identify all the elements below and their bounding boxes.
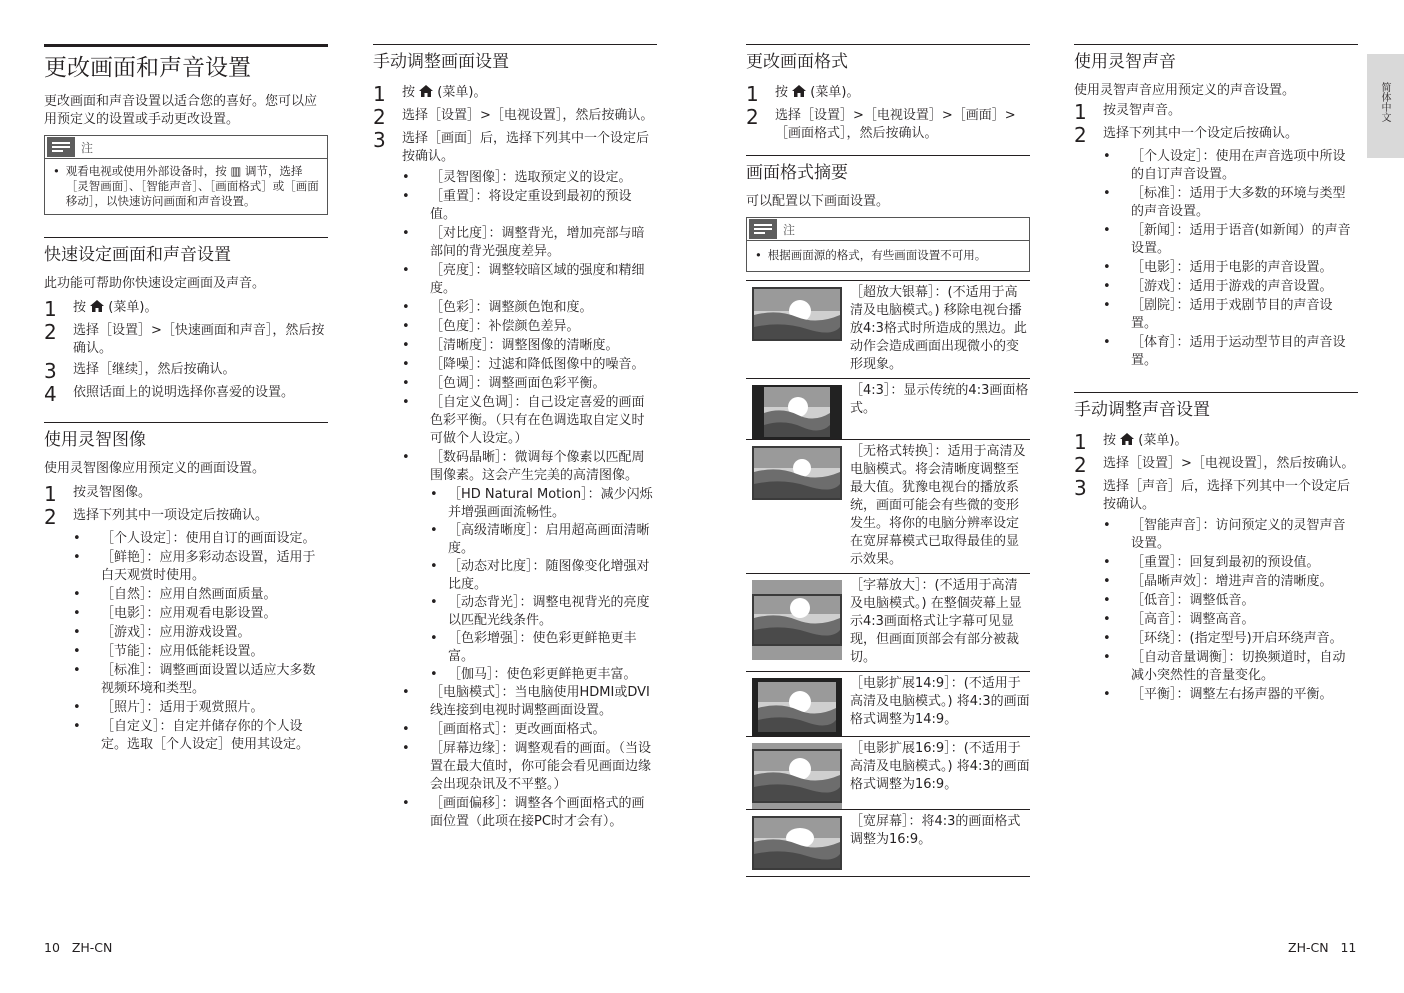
quick-settings-intro: 此功能可帮助你快速设定画面及声音。 (44, 276, 266, 291)
list-item: • ［清晰度］：调整图像的清晰度。 (402, 338, 619, 353)
page-number: 11 (1340, 940, 1357, 955)
list-item: • ［电影］：应用观看电影设置。 (73, 606, 277, 621)
list-item: • ［重置］：回复到最初的预设值。 (1103, 555, 1320, 570)
list-item: • ［标准］：适用于大多数的环境与类型的声音设置。 (1103, 186, 1346, 219)
list-item: • ［环绕］：(指定型号)开启环绕声音。 (1103, 631, 1343, 646)
picture-format-heading: 更改画面格式 (746, 44, 1030, 74)
manual-sound-step-3: 3 选择［声音］后，选择下列其中一个设定后按确认。 (1074, 476, 1351, 512)
smart-picture-intro: 使用灵智图像应用预定义的画面设置。 (44, 461, 266, 476)
format-row (746, 379, 1030, 440)
note-box: 注 • 观看电视或使用外部设备时，按 ▥ 调节，选择［灵智画面］、［智能声音］、［画面格式］或［画面移动］，以快速访问画面和声音设置。 (44, 135, 328, 215)
format-text: ［宽屏幕］：将4:3的画面格式调整为16:9。 (850, 814, 1021, 847)
manual-picture-step-1: 1 按 (菜单)。 (373, 82, 487, 106)
home-icon (1120, 433, 1134, 445)
list-item: • ［节能］：应用低能耗设置。 (73, 644, 264, 659)
format-row (746, 281, 1030, 379)
list-item: • ［鲜艳］：应用多彩动态设置，适用于白天观赏时使用。 (73, 550, 316, 583)
format-text: ［无格式转换］：适用于高清及电脑模式。将会清晰度调整至最大值。犹豫电视台的播放系统，画面可能会有些微的变形发生。将你的电脑分辨率设定在宽屏幕模式已取得最佳的显示效果。 (850, 444, 1026, 567)
language-tab (1367, 54, 1404, 158)
list-item: • ［重置］：将设定重设到最初的预设值。 (402, 189, 632, 222)
list-item: • ［画面偏移］：调整各个画面格式的画面位置（此项在接PC时才会有）。 (402, 796, 645, 829)
picture-format-step-2: 2 选择［设置］>［电视设置］>［画面］>［画面格式］，然后按确认。 (746, 105, 1016, 141)
quick-step-1: 1 按 (菜单)。 (44, 297, 158, 321)
list-item: • ［自然］：应用自然画面质量。 (73, 587, 277, 602)
list-item: • ［色度］：补偿颜色差异。 (402, 319, 580, 334)
footer-left (44, 940, 112, 955)
list-item: • ［数码晶晰］：微调每个像素以匹配周围像素。这会产生完美的高清图像。 (402, 450, 645, 483)
quick-step-4: 4 依照话面上的说明选择你喜爱的设置。 (44, 382, 295, 406)
quick-step-2: 2 选择［设置］>［快速画面和声音］，然后按确认。 (44, 320, 325, 356)
format-text: ［电影扩展16:9］：(不适用于高清及电脑模式。) 将4:3的画面格式调整为16:9。 (850, 741, 1030, 792)
column-1 (44, 44, 328, 755)
list-item: • ［动态背光］：调整电视背光的亮度以匹配光线条件。 (430, 595, 650, 628)
format-summary-intro: 可以配置以下画面设置。 (746, 194, 890, 209)
column-2 (373, 44, 657, 832)
list-item: • ［亮度］：调整较暗区域的强度和精细度。 (402, 263, 645, 296)
unscaled-icon (752, 446, 842, 500)
manual-sound-step-1: 1 按 (菜单)。 (1074, 430, 1188, 454)
super-zoom-icon (752, 287, 842, 341)
smart-sound-list (1103, 148, 1358, 370)
list-item: • ［智能声音］：访问预定义的灵智声音设置。 (1103, 518, 1346, 551)
format-4-3-icon (752, 385, 842, 439)
note-text: 观看电视或使用外部设备时，按 ▥ 调节，选择［灵智画面］、［智能声音］、［画面格式］或［画面移动］，以快速访问画面和声音设置。 (65, 164, 319, 208)
format-row (746, 574, 1030, 672)
language-code: ZH-CN (71, 940, 113, 955)
smart-sound-step-1: 1 按灵智声音。 (1074, 100, 1182, 124)
smart-picture-list (73, 530, 328, 754)
list-item: • ［伽马］：使色彩更鲜艳更丰富。 (430, 667, 637, 682)
list-item: • ［降噪］：过滤和降低图像中的噪音。 (402, 357, 645, 372)
list-item: • ［对比度］：调整背光，增加亮部与暗部间的背光强度差异。 (402, 226, 645, 259)
note-label: 注 (81, 140, 94, 155)
page-number: 10 (44, 940, 60, 955)
list-item: • ［个人设定］：使用自订的画面设定。 (73, 531, 316, 546)
subtitle-zoom-icon (752, 580, 842, 660)
home-icon (792, 85, 806, 97)
picture-settings-list-2 (402, 684, 657, 831)
list-item: • ［平衡］：调整左右扬声器的平衡。 (1103, 687, 1333, 702)
list-item: • ［照片］：适用于观赏照片。 (73, 700, 264, 715)
list-item: • ［自定义色调］：自己设定喜爱的画面色彩平衡。（只有在色调选取自定义时可做个人设定。） (402, 395, 645, 446)
list-item: • ［低音］：调整低音。 (1103, 593, 1255, 608)
list-item: • ［灵智图像］：选取预定义的设定。 (402, 170, 632, 185)
column-3 (746, 44, 1030, 877)
list-item: • ［体育］：适用于运动型节目的声音设置。 (1103, 335, 1346, 368)
format-text: ［字幕放大］：(不适用于高清及电脑模式。) 在整個荧幕上显示4:3画面格式让字幕可见显现，但画面顶部会有部分被裁切。 (850, 578, 1022, 665)
smart-sound-step-2: 2 选择下列其中一个设定后按确认。 (1074, 123, 1299, 147)
page-title: 更改画面和声音设置 (44, 44, 328, 83)
list-item: • ［色彩］：调整颜色饱和度。 (402, 300, 593, 315)
format-list (746, 280, 1030, 877)
list-item: • ［画面格式］：更改画面格式。 (402, 722, 606, 737)
wide-screen-icon (752, 816, 842, 870)
format-summary-heading: 画面格式摘要 (746, 155, 1030, 185)
list-item: • ［高音］：调整高音。 (1103, 612, 1255, 627)
manual-sound-step-2: 2 选择［设置］>［电视设置］，然后按确认。 (1074, 453, 1355, 477)
list-item: • ［标准］：调整画面设置以适应大多数视频环境和类型。 (73, 663, 316, 696)
list-item: • ［HD Natural Motion］：减少闪烁并增强画面流畅性。 (430, 487, 653, 520)
home-icon (419, 85, 433, 97)
note-box: 注 • 根据画面源的格式，有些画面设置不可用。 (746, 217, 1030, 272)
list-item: • ［动态对比度］：随图像变化增强对比度。 (430, 559, 650, 592)
format-row (746, 440, 1030, 574)
format-text: ［4:3］：显示传统的4:3画面格式。 (850, 383, 1029, 416)
format-text: ［超放大银幕］：(不适用于高清及电脑模式。) 移除电视台播放4:3格式时所造成的黑边。此动作会造成画面出现微小的变形现象。 (850, 285, 1027, 372)
list-item: • ［自定义］：自定并储存你的个人设定。选取［个人设定］使用其设定。 (73, 719, 310, 752)
digital-crystal-sublist (430, 486, 657, 684)
picture-format-step-1: 1 按 (菜单)。 (746, 82, 860, 106)
format-row (746, 672, 1030, 737)
list-item: • ［电脑模式］：当电脑使用HDMI或DVI线连接到电视时调整画面设置。 (402, 685, 650, 718)
language-code: ZH-CN (1288, 940, 1329, 955)
list-item: • ［自动音量调衡］：切换频道时，自动减小突然性的音量变化。 (1103, 650, 1346, 683)
list-item: • ［个人设定］：使用在声音选项中所设的自订声音设置。 (1103, 149, 1346, 182)
list-item: • ［新闻］：适用于语音(如新闻）的声音设置。 (1103, 223, 1351, 256)
language-tab-label: 简体中文 (1379, 82, 1390, 122)
format-row (746, 737, 1030, 810)
list-item: • ［游戏］：适用于游戏的声音设置。 (1103, 279, 1333, 294)
intro-text: 更改画面和声音设置以适合您的喜好。您可以应用预定义的设置或手动更改设置。 (44, 94, 318, 127)
movie-14-9-icon (752, 678, 842, 736)
manual-sound-heading: 手动调整声音设置 (1074, 392, 1358, 422)
smart-picture-heading: 使用灵智图像 (44, 422, 328, 452)
movie-16-9-icon (752, 743, 842, 809)
sound-settings-list (1103, 517, 1358, 704)
smart-sound-heading: 使用灵智声音 (1074, 44, 1358, 74)
list-item: • ［色调］：调整画面色彩平衡。 (402, 376, 606, 391)
column-4 (1074, 44, 1358, 705)
list-item: • ［色彩增强］：使色彩更鲜艳更丰富。 (430, 631, 637, 664)
note-icon (47, 137, 75, 157)
list-item: • ［屏幕边缘］：调整观看的画面。（当设置在最大值时，你可能会看见画面边缘会出现杂讯及不平整。） (402, 741, 652, 792)
format-text: ［电影扩展14:9］：(不适用于高清及电脑模式。) 将4:3的画面格式调整为14:9。 (850, 676, 1030, 727)
manual-picture-heading: 手动调整画面设置 (373, 44, 657, 74)
smart-picture-step-1: 1 按灵智图像。 (44, 482, 152, 506)
list-item: • ［游戏］：应用游戏设置。 (73, 625, 251, 640)
note-text: 根据画面源的格式，有些画面设置不可用。 (767, 248, 987, 262)
quick-settings-heading: 快速设定画面和声音设置 (44, 237, 328, 267)
manual-picture-step-2: 2 选择［设置］>［电视设置］，然后按确认。 (373, 105, 654, 129)
list-item: • ［晶晰声效］：增进声音的清晰度。 (1103, 574, 1333, 589)
list-item: • ［剧院］：适用于戏剧节目的声音设置。 (1103, 298, 1333, 331)
note-icon (749, 219, 777, 239)
smart-sound-intro: 使用灵智声音应用预定义的声音设置。 (1074, 83, 1296, 98)
list-item: • ［高级清晰度］：启用超高画面清晰度。 (430, 523, 650, 556)
smart-picture-step-2: 2 选择下列其中一项设定后按确认。 (44, 505, 269, 529)
home-icon (90, 300, 104, 312)
manual-picture-step-3: 3 选择［画面］后，选择下列其中一个设定后按确认。 (373, 128, 650, 164)
format-row (746, 810, 1030, 877)
note-label: 注 (783, 222, 796, 237)
list-item: • ［电影］：适用于电影的声音设置。 (1103, 260, 1333, 275)
quick-step-3: 3 选择［继续］，然后按确认。 (44, 359, 236, 383)
picture-settings-list (402, 169, 657, 485)
footer-right (1288, 940, 1356, 955)
